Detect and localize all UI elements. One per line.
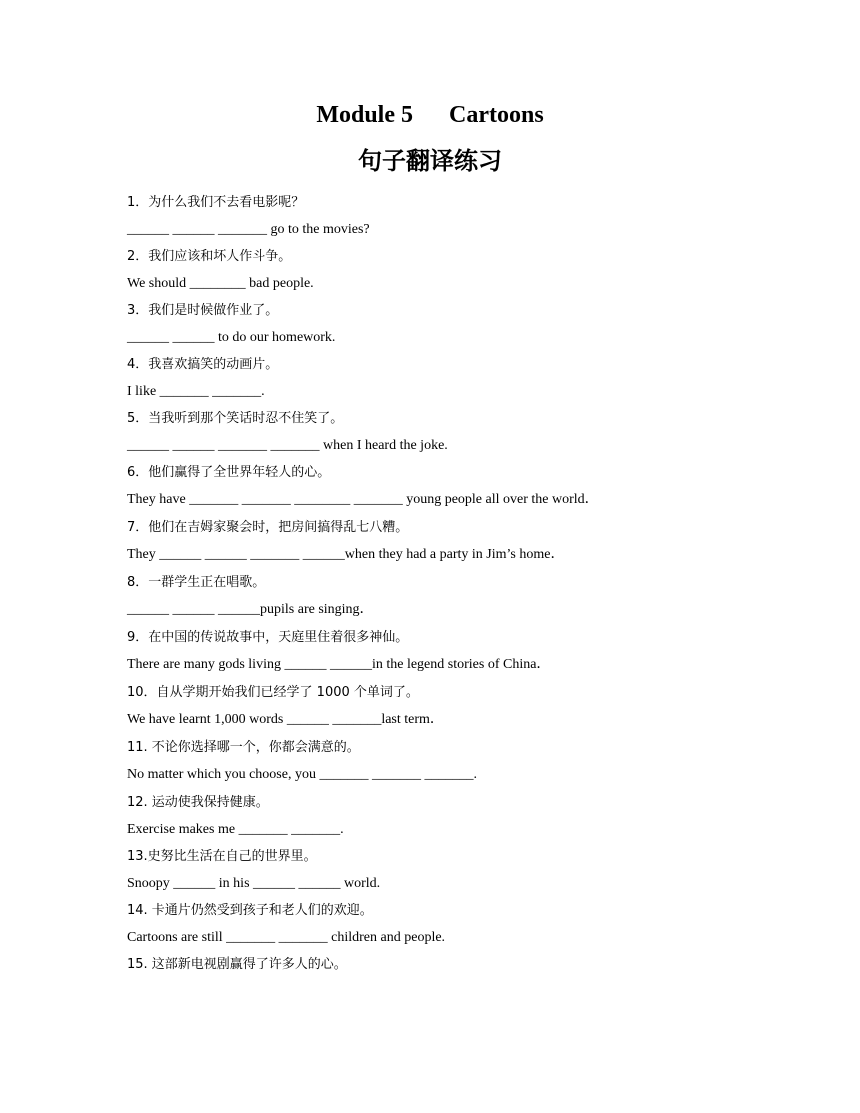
english-blank-sentence: They ______ ______ _______ ______when they had a party in Jim’s home． xyxy=(127,547,565,562)
chinese-sentence: 2．我们应该和坏人作斗争。 xyxy=(127,249,292,264)
chinese-sentence: 11. 不论你选择哪一个，你都会满意的。 xyxy=(127,740,360,755)
chinese-sentence: 10．自从学期开始我们已经学了 1000 个单词了。 xyxy=(127,685,419,700)
chinese-sentence: 6．他们赢得了全世界年轻人的心。 xyxy=(127,465,331,480)
exercise-item xyxy=(127,193,767,240)
exercise-item xyxy=(127,355,767,402)
chinese-sentence: 1．为什么我们不去看电影呢？ xyxy=(127,195,305,210)
english-blank-sentence: ______ ______ _______ _______ when I heard the joke. xyxy=(127,438,448,453)
chinese-sentence: 3．我们是时候做作业了。 xyxy=(127,303,279,318)
exercise-item xyxy=(127,847,767,894)
english-blank-sentence: There are many gods living ______ ______in the legend stories of China． xyxy=(127,657,551,672)
exercise-item xyxy=(127,955,767,975)
exercise-item xyxy=(127,301,767,348)
english-blank-sentence: ______ ______ to do our homework. xyxy=(127,330,336,345)
english-blank-sentence: Snoopy ______ in his ______ ______ world. xyxy=(127,876,381,891)
exercise-item xyxy=(127,518,767,565)
english-blank-sentence: We should ________ bad people. xyxy=(127,276,314,291)
english-blank-sentence: Exercise makes me _______ _______. xyxy=(127,822,344,837)
english-blank-sentence: ______ ______ _______ go to the movies? xyxy=(127,222,370,237)
exercise-list xyxy=(127,193,767,975)
chinese-sentence: 7．他们在吉姆家聚会时，把房间搞得乱七八糟。 xyxy=(127,520,409,535)
chinese-sentence: 15. 这部新电视剧赢得了许多人的心。 xyxy=(127,957,347,972)
exercise-item xyxy=(127,793,767,840)
english-blank-sentence: They have _______ _______ ________ _______ young people all over the world． xyxy=(127,492,599,507)
chinese-sentence: 9．在中国的传说故事中，天庭里住着很多神仙。 xyxy=(127,630,409,645)
chinese-sentence: 4．我喜欢搞笑的动画片。 xyxy=(127,357,279,372)
chinese-sentence: 12. 运动使我保持健康。 xyxy=(127,795,269,810)
exercise-item xyxy=(127,683,767,730)
english-blank-sentence: ______ ______ ______pupils are singing． xyxy=(127,602,374,617)
chinese-sentence: 8．一群学生正在唱歌。 xyxy=(127,575,266,590)
exercise-item xyxy=(127,247,767,294)
chinese-sentence: 5．当我听到那个笑话时忍不住笑了。 xyxy=(127,411,344,426)
exercise-item xyxy=(127,463,767,510)
exercise-item xyxy=(127,409,767,456)
chinese-sentence: 14. 卡通片仍然受到孩子和老人们的欢迎。 xyxy=(127,903,373,918)
english-blank-sentence: No matter which you choose, you _______ _______ _______. xyxy=(127,767,477,782)
exercise-item xyxy=(127,901,767,948)
english-blank-sentence: We have learnt 1,000 words ______ _______last term． xyxy=(127,712,444,727)
page-subtitle: 句子翻译练习 xyxy=(358,147,502,175)
english-blank-sentence: Cartoons are still _______ _______ children and people. xyxy=(127,930,446,945)
exercise-item xyxy=(127,628,767,675)
english-blank-sentence: I like _______ _______. xyxy=(127,384,265,399)
page-title: Module 5 Cartoons xyxy=(316,102,544,128)
chinese-sentence: 13.史努比生活在自己的世界里。 xyxy=(127,849,317,864)
exercise-item xyxy=(127,573,767,620)
exercise-item xyxy=(127,738,767,785)
